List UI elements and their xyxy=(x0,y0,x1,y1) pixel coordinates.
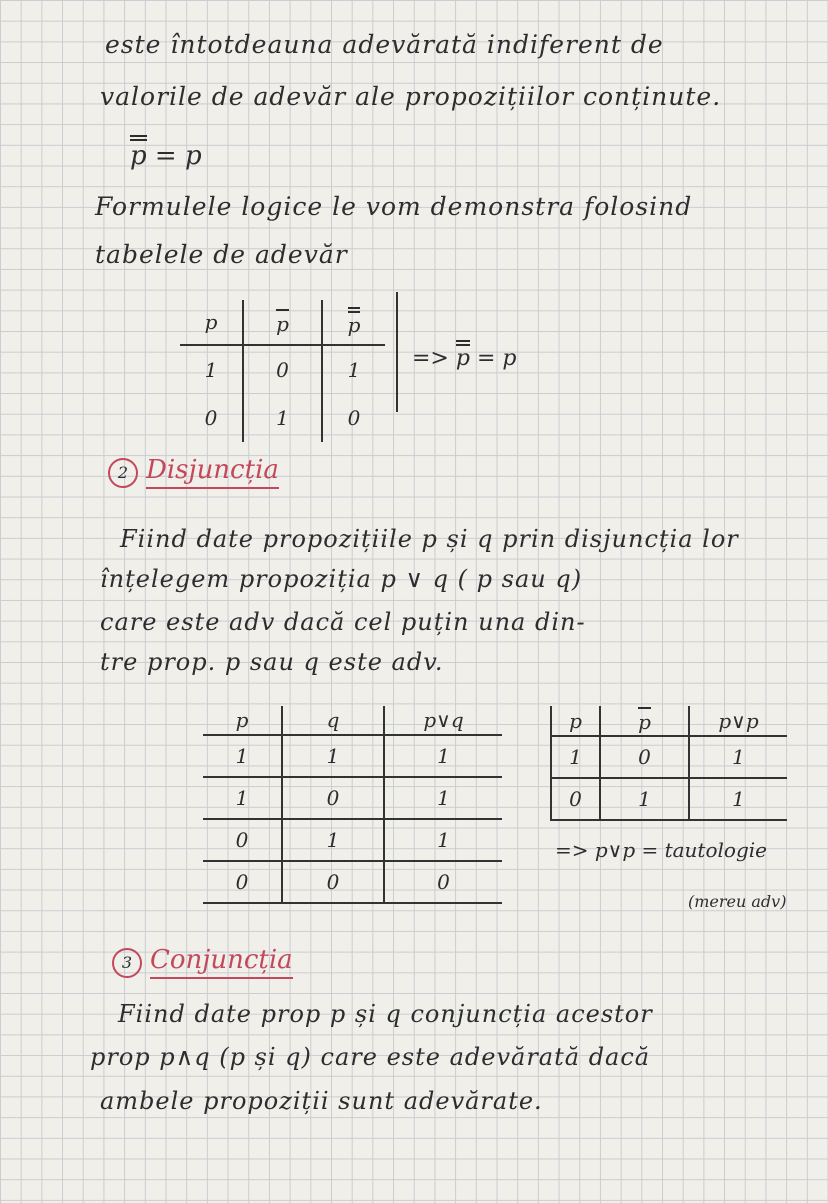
table-row xyxy=(203,861,502,903)
table-row xyxy=(180,345,385,394)
conjunction-line-3: ambele propoziții sunt adevărate. xyxy=(100,1087,543,1115)
tautology-truth-table xyxy=(550,706,787,821)
table-row xyxy=(203,777,502,819)
section-title: Conjuncția xyxy=(150,945,293,979)
table-cell: 1 xyxy=(689,736,787,778)
table-cell: 0 xyxy=(384,861,502,903)
double-negated-p: p xyxy=(456,340,470,371)
header-p-or-q: p∨q xyxy=(384,706,502,735)
table-row xyxy=(180,394,385,442)
header-p: p xyxy=(180,300,243,345)
table-cell: 0 xyxy=(282,861,384,903)
disjunction-line-3: care este adv dacă cel puțin una din- xyxy=(100,608,586,636)
table-cell: 1 xyxy=(180,345,243,394)
table-cell: 1 xyxy=(384,735,502,777)
double-negation-formula xyxy=(130,135,202,171)
disjunction-line-2: înțelegem propoziția p ∨ q ( p sau q) xyxy=(100,565,583,593)
section-heading-conjunction xyxy=(112,945,293,978)
section-heading-disjunction xyxy=(108,455,279,488)
header-q: q xyxy=(282,706,384,735)
section-title: Disjuncția xyxy=(146,455,279,489)
table-cell: 1 xyxy=(384,777,502,819)
disjunction-line-1: Fiind date propozițiile p și q prin disjuncția lor xyxy=(120,525,739,553)
intro-line-1: este întotdeauna adevărată indiferent de xyxy=(105,30,664,59)
table-cell: 1 xyxy=(384,819,502,861)
negation-truth-table xyxy=(180,300,385,442)
table-cell: 0 xyxy=(203,861,282,903)
section-number: 3 xyxy=(112,948,142,978)
table-cell: 0 xyxy=(243,345,322,394)
header-not-p: p xyxy=(600,706,689,736)
table-cell: 0 xyxy=(347,406,361,430)
header-not-p: p xyxy=(243,300,322,345)
table-cell: 1 xyxy=(243,394,322,442)
disjunction-line-4: tre prop. p sau q este adv. xyxy=(100,648,444,676)
implies-arrow: => xyxy=(412,346,449,371)
table-cell: 1 xyxy=(282,819,384,861)
intro-line-2: valorile de adevăr ale propozițiilor conținute. xyxy=(100,82,722,111)
table-cell: 0 xyxy=(180,394,243,442)
table-cell: 1 xyxy=(600,778,689,820)
table-row xyxy=(551,778,787,820)
tautology-conclusion: => p∨p = tautologie xyxy=(555,838,767,862)
double-negated-p: p xyxy=(130,135,147,171)
header-p-or-not-p: p∨p xyxy=(689,706,787,736)
conjunction-line-1: Fiind date prop p și q conjuncția acestor xyxy=(118,1000,653,1028)
table-cell: 1 xyxy=(689,778,787,820)
header-p: p xyxy=(203,706,282,735)
table-cell: 0 xyxy=(551,778,600,820)
formula-equals-p: = p xyxy=(146,141,202,171)
formula-equals-p: = p xyxy=(469,346,517,371)
header-double-not-p: p xyxy=(322,300,385,345)
negation-conclusion xyxy=(412,340,516,371)
table-cell: 1 xyxy=(282,735,384,777)
header-p: p xyxy=(551,706,600,736)
table-row xyxy=(203,819,502,861)
section-number: 2 xyxy=(108,458,138,488)
table-cell: 0 xyxy=(203,819,282,861)
formulas-text-line-2: tabelele de adevăr xyxy=(95,240,348,269)
table-cell: 1 xyxy=(347,358,361,382)
table-cell: 1 xyxy=(551,736,600,778)
conjunction-line-2: prop p∧q (p și q) care este adevărată dacă xyxy=(90,1043,651,1071)
table-row xyxy=(551,736,787,778)
formulas-text-line-1: Formulele logice le vom demonstra folosind xyxy=(95,192,693,221)
tautology-note: (mereu adv) xyxy=(688,892,787,911)
table-cell: 0 xyxy=(282,777,384,819)
table-divider-line xyxy=(396,292,398,412)
table-cell: 1 xyxy=(203,735,282,777)
table-row xyxy=(203,735,502,777)
disjunction-truth-table xyxy=(203,706,502,904)
table-cell: 0 xyxy=(600,736,689,778)
table-cell: 1 xyxy=(203,777,282,819)
